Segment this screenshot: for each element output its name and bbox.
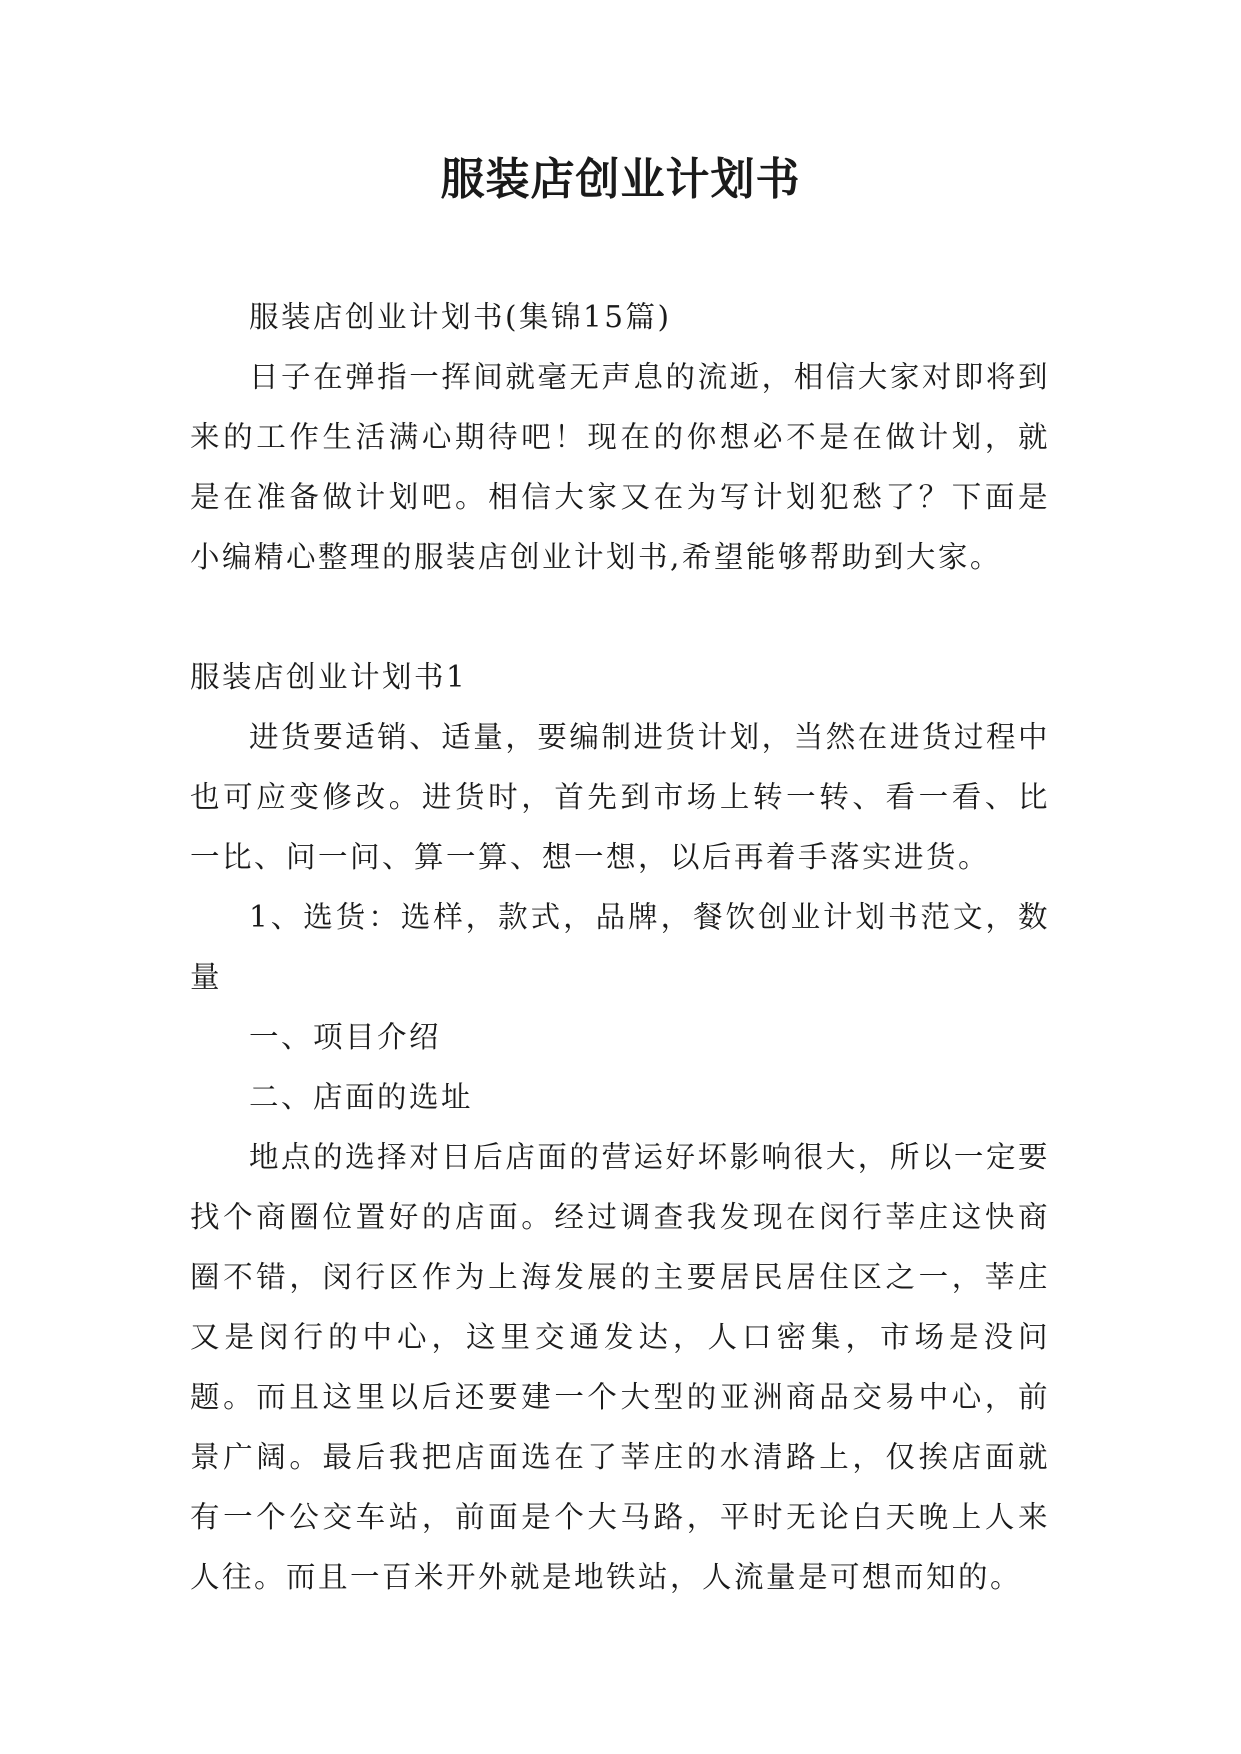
paragraph-project-intro: 一、项目介绍 bbox=[249, 1020, 442, 1054]
document-body bbox=[190, 287, 1050, 1607]
document-title: 服装店创业计划书 bbox=[440, 154, 801, 205]
paragraph-subtitle: 服装店创业计划书(集锦15篇) bbox=[249, 300, 672, 334]
section-spacer bbox=[190, 587, 1050, 647]
paragraph-intro: 日子在弹指一挥间就毫无声息的流逝，相信大家对即将到来的工作生活满心期待吧！现在的你想必不是在做计划，就是在准备做计划吧。相信大家又在为写计划犯愁了？下面是小编精心整理的服装店创业计划书,希望能够帮助到大家。 bbox=[190, 360, 1050, 574]
paragraph-purchasing: 进货要适销、适量，要编制进货计划，当然在进货过程中也可应变修改。进货时，首先到市场上转一转、看一看、比一比、问一问、算一算、想一想，以后再着手落实进货。 bbox=[190, 720, 1050, 874]
paragraph-location: 地点的选择对日后店面的营运好坏影响很大，所以一定要找个商圈位置好的店面。经过调查我发现在闵行莘庄这快商圈不错，闵行区作为上海发展的主要居民居住区之一，莘庄又是闵行的中心，这里交通发达，人口密集，市场是没问题。而且这里以后还要建一个大型的亚洲商品交易中心，前景广阔。最后我把店面选在了莘庄的水清路上，仅挨店面就有一个公交车站，前面是个大马路，平时无论白天晚上人来人往。而且一百米开外就是地铁站，人流量是可想而知的。 bbox=[190, 1140, 1050, 1594]
paragraph-location-heading: 二、店面的选址 bbox=[249, 1080, 474, 1114]
section-heading: 服装店创业计划书1 bbox=[190, 660, 468, 694]
paragraph-selection: 1、选货：选样，款式，品牌，餐饮创业计划书范文，数量 bbox=[190, 900, 1050, 994]
